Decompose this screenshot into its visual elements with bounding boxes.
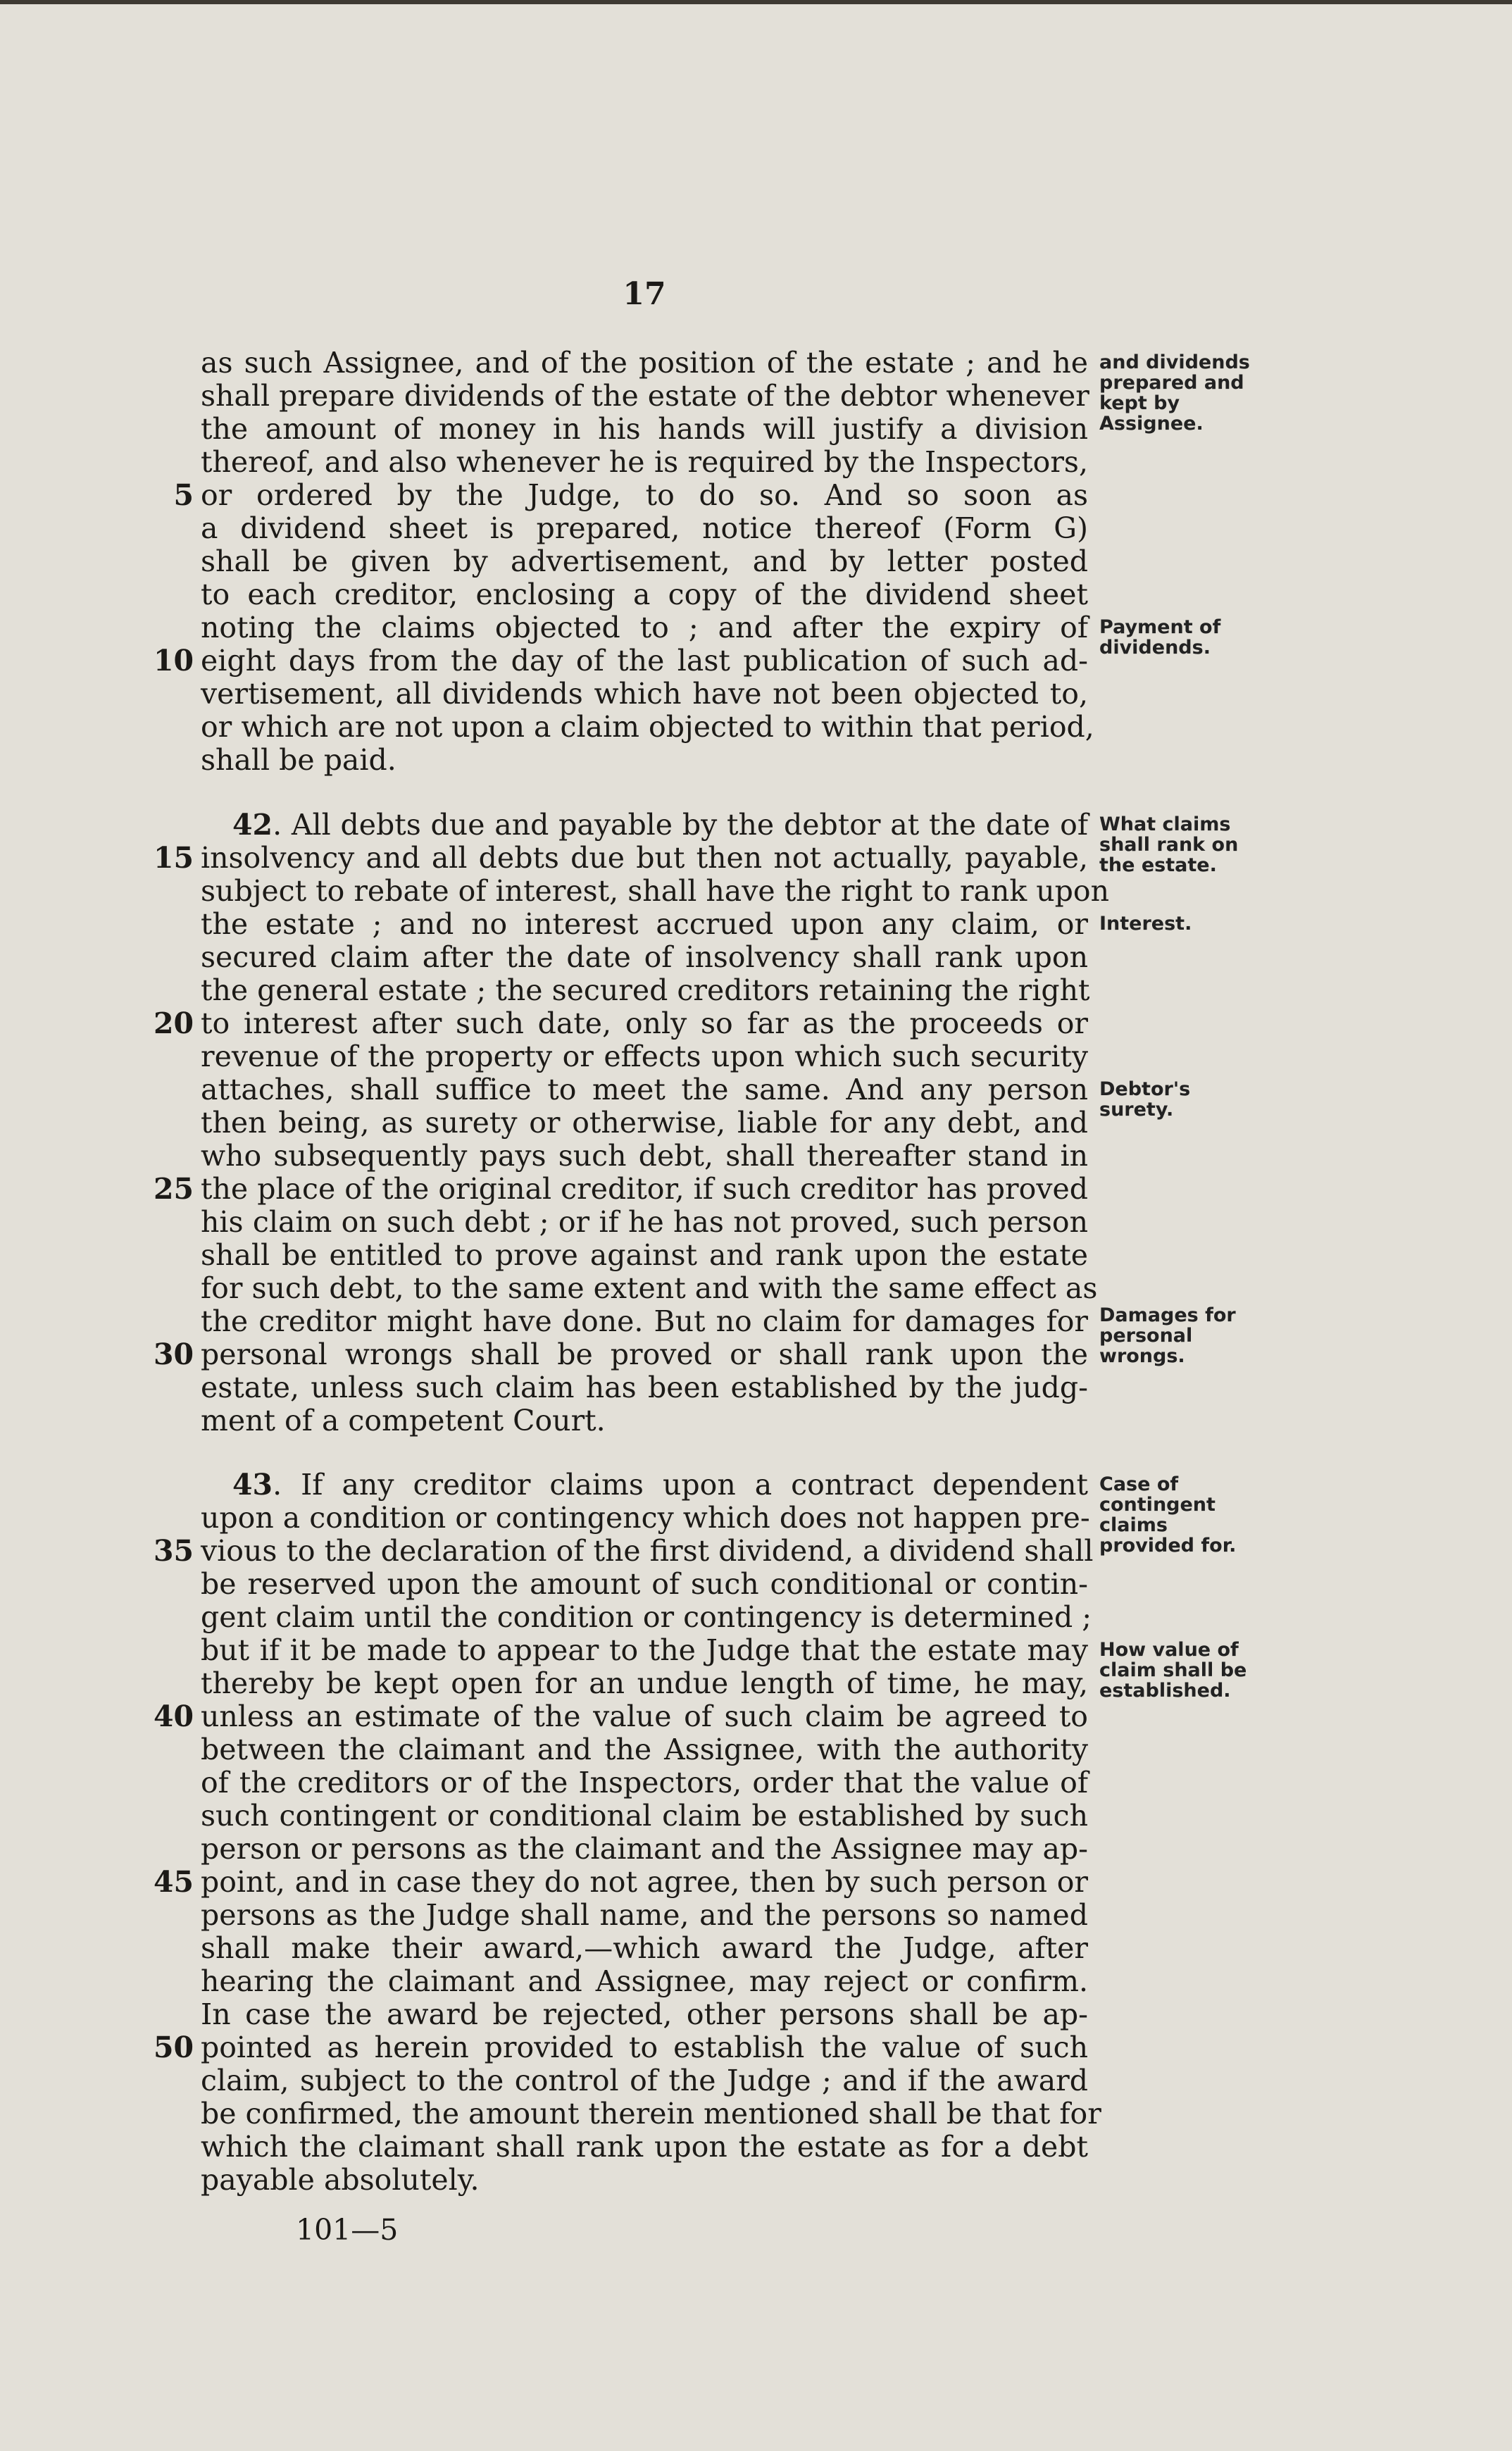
text-line: but if it be made to appear to the Judge that the estate may	[201, 1633, 1088, 1667]
text-line: shall be entitled to prove against and rank upon the estate	[201, 1238, 1088, 1272]
text-line: subject to rebate of interest, shall have the right to rank upon	[201, 874, 1110, 908]
text-line: such contingent or conditional claim be established by such	[201, 1799, 1088, 1833]
text-line: point, and in case they do not agree, then by such person or	[201, 1865, 1088, 1899]
section-number: 42	[232, 808, 273, 842]
text-line: or which are not upon a claim objected to within that period,	[201, 710, 1094, 744]
text-line: ment of a competent Court.	[201, 1404, 606, 1437]
text-line: attaches, shall suffice to meet the same. And any person	[201, 1073, 1088, 1106]
line-number: 50	[153, 2031, 194, 2064]
text-line: of the creditors or of the Inspectors, order that the value of	[201, 1766, 1088, 1800]
margin-note: and dividends prepared and kept by Assignee.	[1099, 351, 1250, 435]
page-top-edge	[0, 0, 1512, 4]
text-line: thereof, and also whenever he is required by the Inspectors,	[201, 445, 1088, 479]
text-line: the general estate ; the secured creditors retaining the right	[201, 973, 1090, 1007]
page-number: 17	[623, 276, 666, 312]
margin-note: Damages for personal wrongs.	[1099, 1304, 1236, 1367]
text-line: who subsequently pays such debt, shall thereafter stand in	[201, 1139, 1088, 1173]
margin-note: Payment of dividends.	[1099, 616, 1221, 659]
text-line: revenue of the property or effects upon which such security	[201, 1040, 1088, 1073]
text-line: the place of the original creditor, if such creditor has proved	[201, 1172, 1088, 1206]
text-line: insolvency and all debts due but then not actually, payable,	[201, 841, 1088, 875]
text-line: In case the award be rejected, other persons shall be ap-	[201, 1997, 1088, 2031]
section-42-first-line: 42. All debts due and payable by the debtor at the date of	[232, 808, 1088, 842]
line-number: 35	[153, 1534, 194, 1568]
text-line: upon a condition or contingency which does not happen pre-	[201, 1501, 1090, 1535]
signature-mark: 101—5	[296, 2213, 399, 2247]
text-line: person or persons as the claimant and the Assignee may ap-	[201, 1832, 1088, 1866]
line-number: 25	[153, 1172, 194, 1206]
text-line: thereby be kept open for an undue length of time, he may,	[201, 1666, 1088, 1700]
margin-note: How value of claim shall be established.	[1099, 1639, 1247, 1702]
margin-note: Case of contingent claims provided for.	[1099, 1473, 1237, 1557]
text-line: as such Assignee, and of the position of the estate ; and he	[201, 346, 1088, 380]
line-number: 30	[153, 1337, 194, 1371]
text-line: shall be paid.	[201, 743, 396, 777]
line-number: 20	[153, 1006, 194, 1040]
text-line: the estate ; and no interest accrued upon any claim, or	[201, 907, 1088, 941]
text-line: the creditor might have done. But no claim for damages for	[201, 1304, 1088, 1338]
line-number: 5	[173, 478, 194, 512]
text-line: vious to the declaration of the first dividend, a dividend shall	[201, 1534, 1094, 1568]
text-line: eight days from the day of the last publication of such ad-	[201, 644, 1088, 678]
text-line: estate, unless such claim has been established by the judg-	[201, 1371, 1088, 1404]
line-number: 15	[153, 841, 194, 875]
text-line: claim, subject to the control of the Judge ; and if the award	[201, 2064, 1088, 2097]
text-line: shall make their award,—which award the Judge, after	[201, 1931, 1088, 1965]
text-line: vertisement, all dividends which have not been objected to,	[201, 677, 1088, 711]
text-line: personal wrongs shall be proved or shall rank upon the	[201, 1337, 1088, 1371]
text-line: be reserved upon the amount of such conditional or contin-	[201, 1567, 1088, 1601]
text-line: a dividend sheet is prepared, notice thereof (Form G)	[201, 511, 1088, 545]
line-number: 45	[153, 1865, 194, 1899]
line-number: 10	[153, 644, 194, 678]
text-line: the amount of money in his hands will justify a division	[201, 412, 1088, 446]
text-line: for such debt, to the same extent and with the same effect as	[201, 1271, 1098, 1305]
section-43-first-line: 43. If any creditor claims upon a contract dependent	[232, 1468, 1088, 1502]
text-line: then being, as surety or otherwise, liable for any debt, and	[201, 1106, 1088, 1140]
text-line: between the claimant and the Assignee, with the authority	[201, 1733, 1088, 1766]
margin-note: What claims shall rank on the estate.	[1099, 813, 1239, 876]
text-line: payable absolutely.	[201, 2163, 480, 2197]
text-line: be confirmed, the amount therein mentioned shall be that for	[201, 2097, 1101, 2131]
text-line: which the claimant shall rank upon the estate as for a debt	[201, 2130, 1088, 2164]
text-line: noting the claims objected to ; and after the expiry of	[201, 611, 1088, 644]
text-line: shall prepare dividends of the estate of the debtor whenever	[201, 379, 1089, 413]
text-line: to interest after such date, only so far as the proceeds or	[201, 1006, 1088, 1040]
text-line: unless an estimate of the value of such claim be agreed to	[201, 1700, 1088, 1733]
line-number: 40	[153, 1700, 194, 1733]
text-line: secured claim after the date of insolvency shall rank upon	[201, 940, 1088, 974]
text-line: his claim on such debt ; or if he has not proved, such person	[201, 1205, 1088, 1239]
text-line: shall be given by advertisement, and by letter posted	[201, 544, 1088, 578]
text-line: hearing the claimant and Assignee, may reject or confirm.	[201, 1964, 1088, 1998]
text-line: gent claim until the condition or contingency is determined ;	[201, 1600, 1092, 1634]
text-line: pointed as herein provided to establish the value of such	[201, 2031, 1088, 2064]
text-line: or ordered by the Judge, to do so. And so soon as	[201, 478, 1088, 512]
margin-note: Interest.	[1099, 913, 1192, 935]
section-number: 43	[232, 1468, 273, 1502]
text-line: persons as the Judge shall name, and the persons so named	[201, 1898, 1088, 1932]
text-line: to each creditor, enclosing a copy of the dividend sheet	[201, 578, 1088, 611]
margin-note: Debtor's surety.	[1099, 1078, 1191, 1121]
